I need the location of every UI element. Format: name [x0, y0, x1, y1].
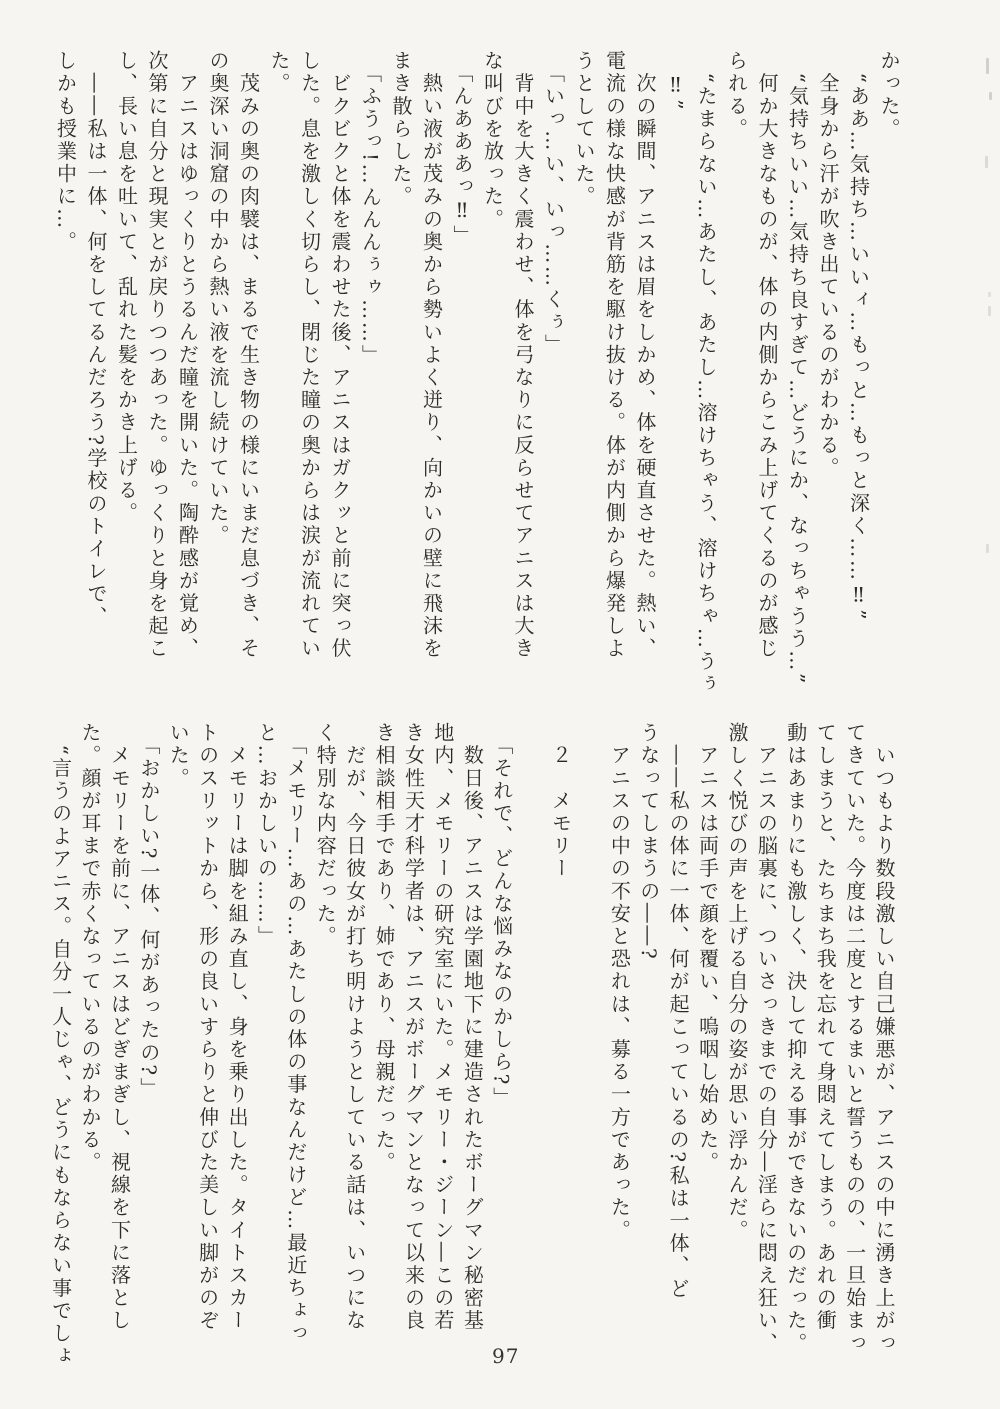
text-column: の奥深い洞窟の中から熱い液を流し続けていた。: [206, 50, 230, 548]
text-column: アニスの中の不安と恐れは、募る一方であった。: [607, 722, 632, 1242]
text-column: 激しく悦びの声を上げる自分の姿が思い浮かんだ。: [724, 722, 749, 1242]
spacer-column: [516, 722, 545, 1382]
text-column: いた。: [166, 722, 191, 790]
text-column: トのスリットから、形の良いすらりと伸びた美しい脚がのぞ: [195, 722, 220, 1333]
text-column: した。息を激しく切らし、閉じた瞳の奥からは涙が流れてい: [297, 50, 322, 661]
text-column: 動はあまりにも激しく、決して抑える事ができないのだった。: [783, 722, 808, 1355]
text-column: アニスは両手で顔を覆い、嗚咽し始めた。: [695, 722, 720, 1174]
text-column: た。: [267, 50, 291, 96]
text-column: まき散らした。: [389, 50, 413, 209]
text-column: 何か大きなものが、体の内側からこみ上げてくるのが感じ: [755, 50, 779, 661]
spacer-column: [575, 722, 604, 1382]
text-column: 全身から汗が吹き出ているのがわかる。: [816, 50, 840, 480]
text-column: 茂みの奥の肉襞は、まるで生き物の様にいまだ息づき、そ: [236, 50, 261, 661]
scan-artifact: [988, 292, 991, 297]
text-column: ビクビクと体を震わせた後、アニスはガクッと前に突っ伏: [328, 50, 352, 661]
text-column: 「それで、どんな悩みなのかしら?」: [489, 722, 514, 1110]
text-column: き相談相手であり、姉であり、母親だった。: [372, 722, 397, 1174]
text-column: メモリーは脚を組み直し、身を乗り出した。タイトスカー: [225, 722, 250, 1333]
text-column: メモリーを前に、アニスはどぎまぎし、視線を下に落とし: [107, 722, 132, 1333]
text-column: “気持ちいい…気持ち良すぎて…どうにか、なっちゃうう…”: [785, 50, 810, 686]
text-column: てしまうと、たちまち我を忘れて身悶えてしまう。あれの衝: [813, 722, 838, 1333]
bottom-text-block: [45, 722, 898, 1382]
scan-artifact: [986, 544, 989, 553]
text-column: 次第に自分と現実とが戻りつつあった。ゆっくりと身を起こ: [145, 50, 169, 661]
text-column: 「んあああっ‼」: [450, 50, 474, 248]
text-column: られる。: [724, 50, 749, 141]
top-text-block: [50, 50, 904, 700]
text-column: と…おかしいの……」: [254, 722, 279, 948]
text-column: 地内、メモリーの研究室にいた。メモリー・ジーン―この若: [430, 722, 455, 1333]
text-column: アニスはゆっくりとうるんだ瞳を開いた。陶酔感が覚め、: [175, 50, 200, 661]
text-column: ――私の体に一体、何が起こっているの?私は一体、ど: [666, 722, 691, 1301]
text-column: ‼”: [663, 50, 688, 113]
text-column: アニスの脳裏に、ついさっきまでの自分―淫らに悶え狂い、: [754, 722, 779, 1355]
scan-artifact: [988, 306, 991, 316]
text-column: しかも授業中に…。: [53, 50, 78, 254]
text-column: いつもより数段激しい自己嫌悪が、アニスの中に湧き上がっ: [872, 722, 896, 1355]
text-column: ――私は一体、何をしてるんだろう?学校のトイレで、: [84, 50, 108, 629]
scan-artifact: [985, 156, 988, 168]
text-column: かった。: [877, 50, 901, 141]
text-column: ２ メモリー: [548, 722, 573, 881]
text-column: “ああ…気持ち…いいィ…もっと…もっと深く……‼”: [846, 50, 871, 623]
text-column: し、長い息を吐いて、乱れた髪をかき上げる。: [114, 50, 139, 525]
scan-artifact: [989, 92, 992, 100]
text-column: 熱い液が茂みの奥から勢いよく迸り、向かいの壁に飛沫を: [419, 50, 444, 661]
text-column: “言うのよアニス。自分一人じゃ、どうにもならない事でしょ: [48, 722, 73, 1368]
text-column: た。顔が耳まで赤くなっているのがわかる。: [78, 722, 103, 1174]
text-column: 次の瞬間、アニスは眉をしかめ、体を硬直させた。熱い、: [633, 50, 657, 661]
text-column: うなってしまうの――?: [636, 722, 661, 962]
text-column: 背中を大きく震わせ、体を弓なりに反らせてアニスは大き: [511, 50, 535, 661]
text-column: な叫びを放った。: [480, 50, 505, 231]
text-column: 電流の様な快感が背筋を駆け抜ける。体が内側から爆発しよ: [602, 50, 627, 661]
text-column: 「ふうっ!…んんんぅゥ……」: [358, 50, 383, 368]
text-column: 「メモリー…あの…あたしの体の事なんだけど…最近ちょっ: [283, 722, 308, 1345]
text-column: “たまらない…あたし、あたし…溶けちゃう、溶けちゃ…うぅ: [694, 50, 718, 696]
text-column: てきていた。今度は二度とするまいと誓うものの、一旦始まっ: [842, 722, 867, 1355]
text-column: 数日後、アニスは学園地下に建造されたボーグマン秘密基: [460, 722, 485, 1333]
text-column: だが、今日彼女が打ち明けようとしている話は、いつにな: [342, 722, 367, 1333]
text-column: き女性天才科学者は、アニスがボーグマンとなって以来の良: [401, 722, 426, 1333]
text-column: 「いっ…い、いっ……くぅ」: [541, 50, 566, 357]
text-column: 「おかしい?一体、何があったの?」: [136, 722, 161, 1101]
page-number: 97: [492, 1344, 520, 1368]
text-column: うとしていた。: [572, 50, 596, 209]
text-column: く特別な内容だった。: [313, 722, 338, 948]
scan-artifact: [986, 58, 989, 74]
